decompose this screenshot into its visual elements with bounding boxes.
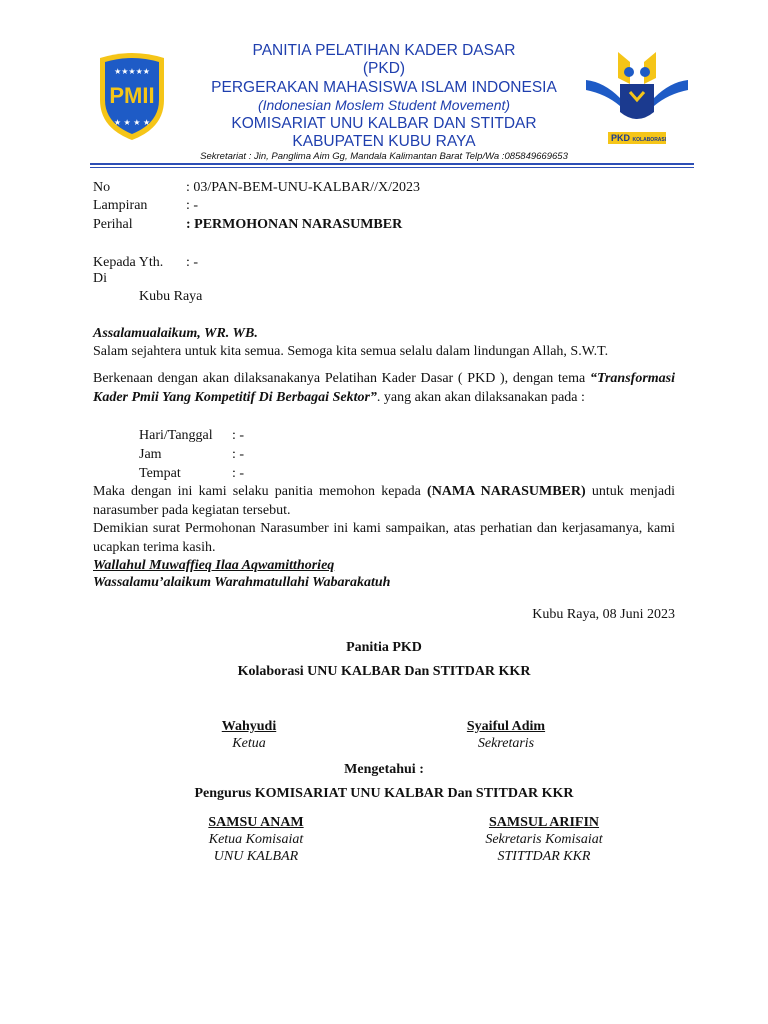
pmii-logo-text: PMII [109, 83, 155, 108]
schedule-label-date: Hari/Tanggal [139, 428, 213, 443]
schedule-value-place: : - [232, 466, 245, 481]
header-divider [90, 163, 694, 165]
meta-label-perihal: Perihal [93, 217, 133, 232]
komisariat-chair-role: Ketua Komisaiat [208, 832, 304, 847]
committee-title: Panitia PKD [346, 640, 422, 655]
header-address: Sekretariat : Jin, Panglima Aim Gg, Mandala Kalimantan Barat Telp/Wa :085849669653 [200, 151, 568, 162]
pmii-logo [92, 50, 172, 142]
recipient-value: : - [186, 255, 199, 270]
header-divider-thin [90, 167, 694, 168]
recipient-place: Kubu Raya [139, 289, 203, 304]
meta-value-no: : 03/PAN-BEM-UNU-KALBAR//X/2023 [186, 180, 420, 195]
pkd-logo-label: PKD [611, 133, 631, 143]
paragraph-request [93, 483, 675, 520]
paragraph-theme [93, 370, 675, 407]
meta-value-perihal: : PERMOHONAN NARASUMBER [186, 217, 403, 232]
komisariat-secretary-name: SAMSUL ARIFIN [488, 815, 600, 830]
schedule-value-time: : - [232, 447, 245, 462]
header-line-english: (Indonesian Moslem Student Movement) [257, 97, 511, 113]
paragraph-theme-intro: Berkenaan dengan akan dilaksanakanya Pelatihan Kader Dasar ( PKD ), dengan tema [93, 371, 586, 386]
paragraph-request-outro: untuk menjadi narasumber pada kegiatan tersebut. [93, 484, 676, 518]
pkd-logo [584, 48, 690, 148]
acknowledge-title: Mengetahui : [344, 762, 424, 777]
greeting: Assalamualaikum, WR. WB. [93, 326, 258, 341]
svg-text:★ ★ ★ ★: ★ ★ ★ ★ [113, 118, 151, 127]
header-line-organization: PERGERAKAN MAHASISWA ISLAM INDONESIA [211, 79, 557, 96]
closing-prayer: Wallahul Muwaffieq Ilaa Aqwamitthorieq [93, 558, 335, 573]
pkd-logo-text [611, 133, 666, 143]
event-theme: “Transformasi Kader Pmii Yang Kompetitif Di Berbagai Sektor” [93, 371, 676, 405]
paragraph-theme-outro: . yang akan akan dilaksanakan pada : [376, 389, 585, 405]
speaker-name-placeholder: (NAMA NARASUMBER) [427, 484, 586, 499]
komisariat-chair-org: UNU KALBAR [213, 849, 299, 864]
header-line-kabupaten: KABUPATEN KUBU RAYA [292, 133, 476, 150]
secretary-name: Syaiful Adim [466, 719, 546, 734]
komisariat-chair-name: SAMSU ANAM [208, 815, 304, 830]
header-line-komisariat: KOMISARIAT UNU KALBAR DAN STITDAR [231, 115, 537, 132]
chair-role: Ketua [232, 736, 266, 751]
meta-label-no: No [93, 180, 111, 195]
pkd-logo-sublabel: KOLABORASI [632, 137, 667, 143]
header-line-committee: PANITIA PELATIHAN KADER DASAR [252, 42, 516, 59]
recipient-di: Di [93, 271, 107, 286]
schedule-label-place: Tempat [139, 466, 181, 481]
opening-line: Salam sejahtera untuk kita semua. Semoga kita semua selalu dalam lindungan Allah, S.W.T. [93, 344, 609, 359]
paragraph-closing: Demikian surat Permohonan Narasumber ini kami sampaikan, atas perhatian dan kerjasamanya, kami ucapkan terima kasih. [93, 521, 675, 555]
schedule-label-time: Jam [139, 447, 162, 462]
closing-salam: Wassalamu’alaikum Warahmatullahi Wabarakatuh [93, 575, 391, 590]
acknowledge-subtitle: Pengurus KOMISARIAT UNU KALBAR Dan STITDAR KKR [194, 786, 574, 801]
paragraph-request-intro: Maka dengan ini kami selaku panitia memohon kepada [93, 484, 421, 499]
meta-value-lampiran: : - [186, 198, 199, 213]
svg-text:★★★★★: ★★★★★ [114, 67, 150, 76]
recipient-label: Kepada Yth. [93, 255, 164, 270]
secretary-role: Sekretaris [477, 736, 535, 751]
komisariat-secretary-role: Sekretaris Komisaiat [485, 832, 603, 847]
meta-label-lampiran: Lampiran [93, 198, 148, 213]
komisariat-secretary-org: STITTDAR KKR [497, 849, 591, 864]
chair-name: Wahyudi [221, 719, 277, 734]
schedule-value-date: : - [232, 428, 245, 443]
header-line-pkd: (PKD) [362, 60, 406, 77]
committee-subtitle: Kolaborasi UNU KALBAR Dan STITDAR KKR [237, 664, 531, 679]
date-line: Kubu Raya, 08 Juni 2023 [532, 607, 675, 622]
